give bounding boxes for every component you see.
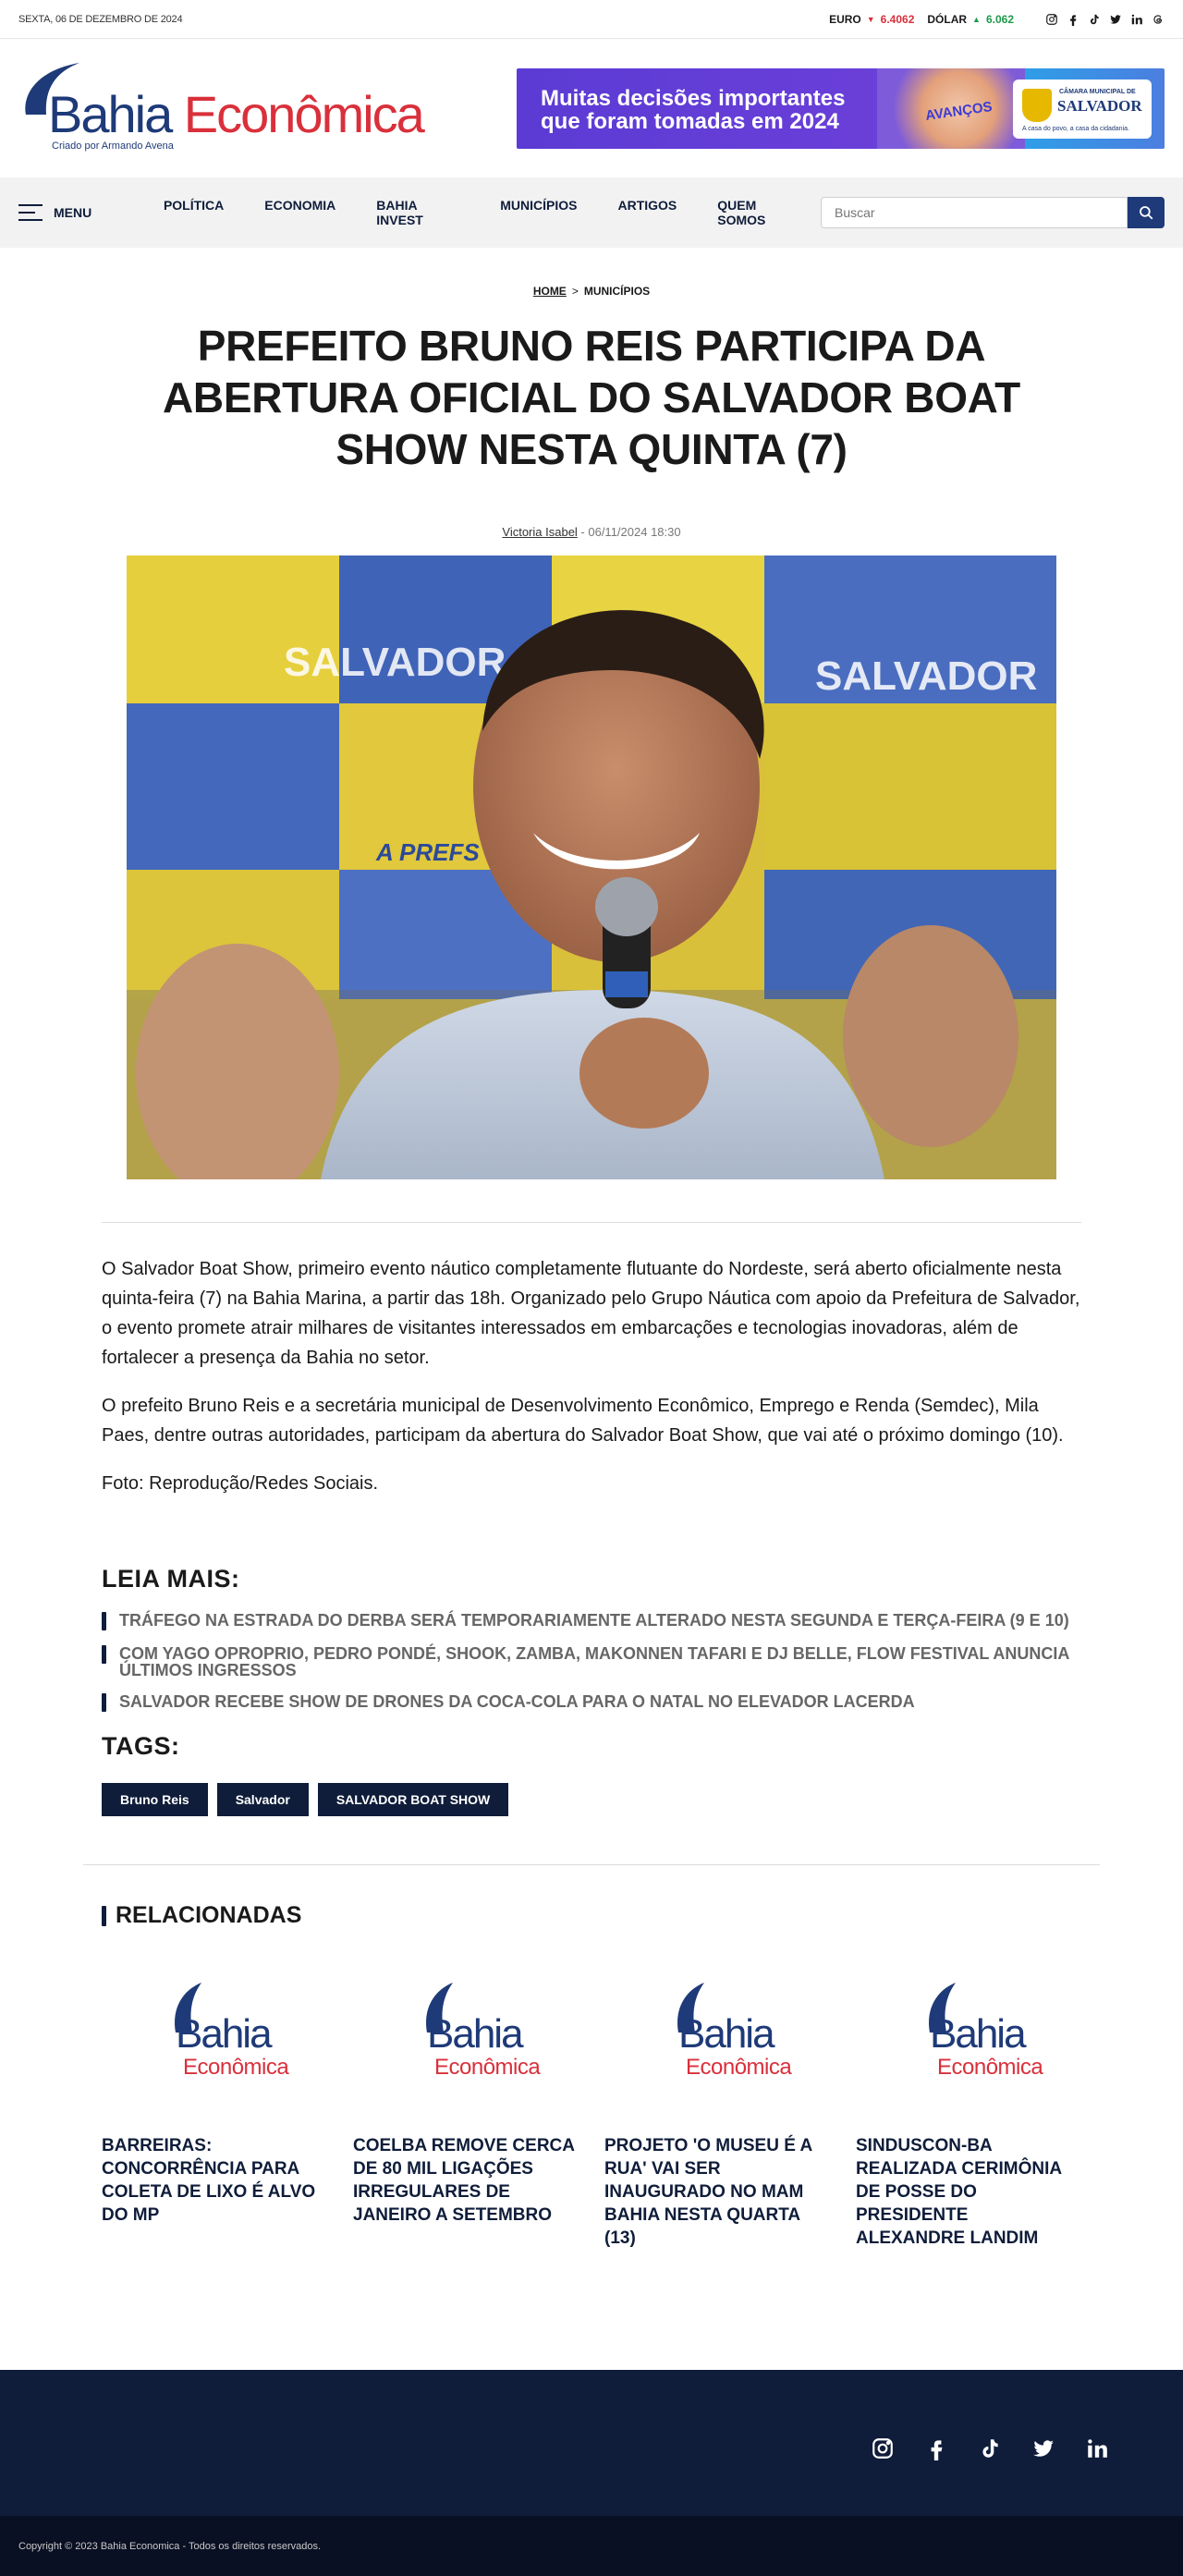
twitter-icon[interactable] bbox=[1109, 13, 1122, 26]
related-title[interactable]: BARREIRAS: CONCORRÊNCIA PARA COLETA DE LIXO É ALVO DO MP bbox=[102, 2136, 316, 2225]
dolar-value: 6.062 bbox=[985, 12, 1014, 26]
logo-text bbox=[48, 85, 423, 143]
related-divider bbox=[83, 1864, 1100, 1865]
article-author[interactable]: Victoria Isabel bbox=[502, 525, 578, 539]
article-divider bbox=[102, 1222, 1081, 1223]
related-title[interactable]: SINDUSCON-BA REALIZADA CERIMÔNIA DE POSSE DO PRESIDENTE ALEXANDRE LANDIM bbox=[856, 2136, 1062, 2248]
tag-bruno-reis[interactable]: Bruno Reis bbox=[102, 1783, 208, 1816]
tiktok-icon[interactable] bbox=[978, 2436, 1002, 2460]
leia-mais-link[interactable]: TRÁFEGO NA ESTRADA DO DERBA SERÁ TEMPORARIAMENTE ALTERADO NESTA SEGUNDA E TERÇA-FEIRA (9 E 10) bbox=[119, 1611, 1069, 1630]
ad-photo bbox=[877, 68, 1025, 149]
top-social-links bbox=[1045, 13, 1165, 26]
top-bar bbox=[0, 0, 1183, 39]
copyright-bar bbox=[0, 2516, 1183, 2576]
nav-items bbox=[143, 198, 821, 227]
logo-tagline: Criado por Armando Avena bbox=[52, 140, 174, 152]
ad-card-line1: CÂMARA MUNICIPAL DE bbox=[1059, 88, 1136, 95]
article-paragraph: O prefeito Bruno Reis e a secretária municipal de Desenvolvimento Econômico, Emprego e Renda (Semdec), Mila Paes, dentre outras autoridades, participam da abertura do Salvador Boat Show, que vai até o próximo domingo (10). bbox=[102, 1396, 1064, 1446]
main-nav bbox=[0, 177, 1183, 248]
tag-salvador[interactable]: Salvador bbox=[217, 1783, 309, 1816]
facebook-icon[interactable] bbox=[1067, 13, 1079, 26]
euro-value: 6.4062 bbox=[880, 12, 915, 26]
tag-list bbox=[102, 1783, 1081, 1816]
article-byline bbox=[0, 525, 1183, 539]
related-thumbnail[interactable] bbox=[353, 1960, 577, 2114]
nav-item-municipios[interactable]: MUNICÍPIOS bbox=[500, 198, 578, 213]
breadcrumb-separator: > bbox=[571, 285, 579, 298]
related-heading-text: RELACIONADAS bbox=[116, 1902, 302, 1928]
breadcrumb-section[interactable]: MUNICÍPIOS bbox=[583, 285, 651, 298]
thumb-logo-economica: Econômica bbox=[183, 2055, 289, 2080]
menu-button[interactable] bbox=[18, 204, 143, 221]
thumb-logo-bahia: Bahia bbox=[678, 2011, 774, 2057]
article-hero-image bbox=[127, 555, 1056, 1179]
ad-card-line3: A casa do povo, a casa da cidadania. bbox=[1022, 125, 1129, 132]
euro-rate bbox=[829, 13, 914, 26]
site-header bbox=[0, 39, 1183, 177]
photo-credit: Foto: Reprodução/Redes Sociais. bbox=[102, 1473, 379, 1494]
bullet-bar bbox=[102, 1612, 106, 1630]
svg-text:SALVADOR: SALVADOR bbox=[815, 653, 1038, 699]
article-title: PREFEITO BRUNO REIS PARTICIPA DA ABERTURA OFICIAL DO SALVADOR BOAT SHOW NESTA QUINTA (7) bbox=[163, 322, 1020, 473]
related-card[interactable] bbox=[856, 1960, 1079, 2250]
facebook-icon[interactable] bbox=[924, 2436, 948, 2460]
related-section bbox=[102, 1902, 1081, 2250]
article-date: - 06/11/2024 18:30 bbox=[577, 525, 681, 539]
instagram-icon[interactable] bbox=[871, 2436, 895, 2460]
threads-icon[interactable] bbox=[1152, 13, 1165, 26]
tag-salvador-boat-show[interactable]: SALVADOR BOAT SHOW bbox=[318, 1783, 508, 1816]
nav-item-politica[interactable]: POLÍTICA bbox=[163, 198, 225, 213]
tiktok-icon[interactable] bbox=[1088, 13, 1101, 26]
related-title[interactable]: PROJETO 'O MUSEU É A RUA' VAI SER INAUGURADO NO MAM BAHIA NESTA QUARTA (13) bbox=[604, 2136, 812, 2248]
article-paragraph: O Salvador Boat Show, primeiro evento náutico completamente flutuante do Nordeste, será aberto oficialmente nesta quinta-feira (7) na Bahia Marina, a partir das 18h. Organizado pelo Grupo Náutica com apoio da Prefeitura de Salvador, o evento promete atrair milhares de visitantes interessados em embarcações e tecnologias inovadoras, além de fortalecer a presença da Bahia no setor. bbox=[102, 1259, 1080, 1368]
hero-photo bbox=[127, 555, 1056, 1179]
ad-banner[interactable] bbox=[517, 68, 1165, 149]
related-thumbnail[interactable] bbox=[604, 1960, 828, 2114]
bullet-bar bbox=[102, 1693, 106, 1712]
svg-text:A PREFS: A PREFS bbox=[376, 838, 480, 866]
thumb-logo-economica: Econômica bbox=[937, 2055, 1043, 2080]
nav-item-quem-somos[interactable]: QUEM SOMOS bbox=[717, 198, 766, 227]
search-box bbox=[821, 197, 1165, 228]
dolar-rate bbox=[927, 13, 1014, 26]
nav-item-economia[interactable]: ECONOMIA bbox=[264, 198, 336, 213]
svg-text:SALVADOR: SALVADOR bbox=[284, 640, 506, 685]
euro-label: EURO bbox=[829, 12, 861, 26]
ad-photo-text: AVANÇOS bbox=[924, 98, 994, 124]
linkedin-icon[interactable] bbox=[1130, 13, 1143, 26]
ad-headline-line2: que foram tomadas em 2024 bbox=[541, 108, 839, 134]
linkedin-icon[interactable] bbox=[1085, 2436, 1109, 2460]
down-arrow-icon: ▼ bbox=[866, 14, 875, 24]
ad-headline-line1: Muitas decisões importantes bbox=[541, 85, 846, 111]
thumb-logo-bahia: Bahia bbox=[176, 2011, 271, 2057]
thumb-logo-economica: Econômica bbox=[434, 2055, 541, 2080]
related-card[interactable] bbox=[353, 1960, 577, 2250]
bullet-bar bbox=[102, 1645, 106, 1664]
twitter-icon[interactable] bbox=[1031, 2436, 1055, 2460]
related-heading bbox=[102, 1902, 1081, 1929]
search-input[interactable] bbox=[821, 197, 1128, 228]
heading-bar bbox=[102, 1906, 106, 1926]
leia-mais-item[interactable] bbox=[102, 1693, 1081, 1712]
leia-mais-item[interactable] bbox=[102, 1612, 1081, 1630]
ad-headline bbox=[541, 87, 845, 133]
instagram-icon[interactable] bbox=[1045, 13, 1058, 26]
leia-mais-list bbox=[102, 1612, 1081, 1712]
up-arrow-icon: ▲ bbox=[972, 14, 981, 24]
site-footer bbox=[0, 2370, 1183, 2516]
current-date: SEXTA, 06 DE DEZEMBRO DE 2024 bbox=[18, 13, 183, 25]
article-body bbox=[102, 1254, 1081, 1498]
logo-word-economica: Econômica bbox=[183, 85, 423, 143]
copyright-text: Copyright © 2023 Bahia Economica - Todos os direitos reservados. bbox=[18, 2540, 322, 2552]
ad-camara-logo bbox=[1013, 79, 1152, 139]
ad-card-line2: SALVADOR bbox=[1057, 96, 1142, 115]
logo-word-bahia: Bahia bbox=[48, 85, 172, 143]
thumb-logo-bahia: Bahia bbox=[427, 2011, 522, 2057]
menu-label: MENU bbox=[54, 205, 92, 220]
top-bar-right bbox=[829, 13, 1165, 26]
footer-social-links bbox=[871, 2436, 1109, 2460]
tags-heading: TAGS: bbox=[102, 1732, 180, 1760]
related-thumbnail[interactable] bbox=[102, 1960, 325, 2114]
breadcrumb bbox=[0, 285, 1183, 298]
related-card[interactable] bbox=[102, 1960, 325, 2250]
search-button[interactable] bbox=[1128, 197, 1165, 228]
leia-mais-heading: LEIA MAIS: bbox=[102, 1565, 240, 1593]
leia-mais-link[interactable]: SALVADOR RECEBE SHOW DE DRONES DA COCA-COLA PARA O NATAL NO ELEVADOR LACERDA bbox=[119, 1692, 915, 1711]
search-icon bbox=[1138, 204, 1154, 221]
related-grid bbox=[102, 1960, 1081, 2250]
related-title[interactable]: COELBA REMOVE CERCA DE 80 MIL LIGAÇÕES IRREGULARES DE JANEIRO A SETEMBRO bbox=[353, 2136, 575, 2225]
leia-mais-link[interactable]: COM YAGO OPROPRIO, PEDRO PONDÉ, SHOOK, ZAMBA, MAKONNEN TAFARI E DJ BELLE, FLOW FESTIVAL ANUNCIA ÚLTIMOS INGRESSOS bbox=[119, 1644, 1069, 1679]
nav-item-bahia-invest[interactable]: BAHIA INVEST bbox=[376, 198, 423, 227]
dolar-label: DÓLAR bbox=[927, 12, 968, 26]
site-logo[interactable] bbox=[18, 57, 423, 159]
leia-mais-item[interactable] bbox=[102, 1645, 1081, 1679]
camara-crest-icon bbox=[1022, 89, 1052, 122]
nav-item-artigos[interactable]: ARTIGOS bbox=[617, 198, 677, 213]
thumb-logo-bahia: Bahia bbox=[930, 2011, 1025, 2057]
thumb-logo-economica: Econômica bbox=[686, 2055, 792, 2080]
leia-mais-section bbox=[102, 1565, 1081, 1816]
related-card[interactable] bbox=[604, 1960, 828, 2250]
related-thumbnail[interactable] bbox=[856, 1960, 1079, 2114]
hamburger-icon bbox=[18, 204, 43, 221]
breadcrumb-home[interactable]: HOME bbox=[532, 285, 567, 298]
